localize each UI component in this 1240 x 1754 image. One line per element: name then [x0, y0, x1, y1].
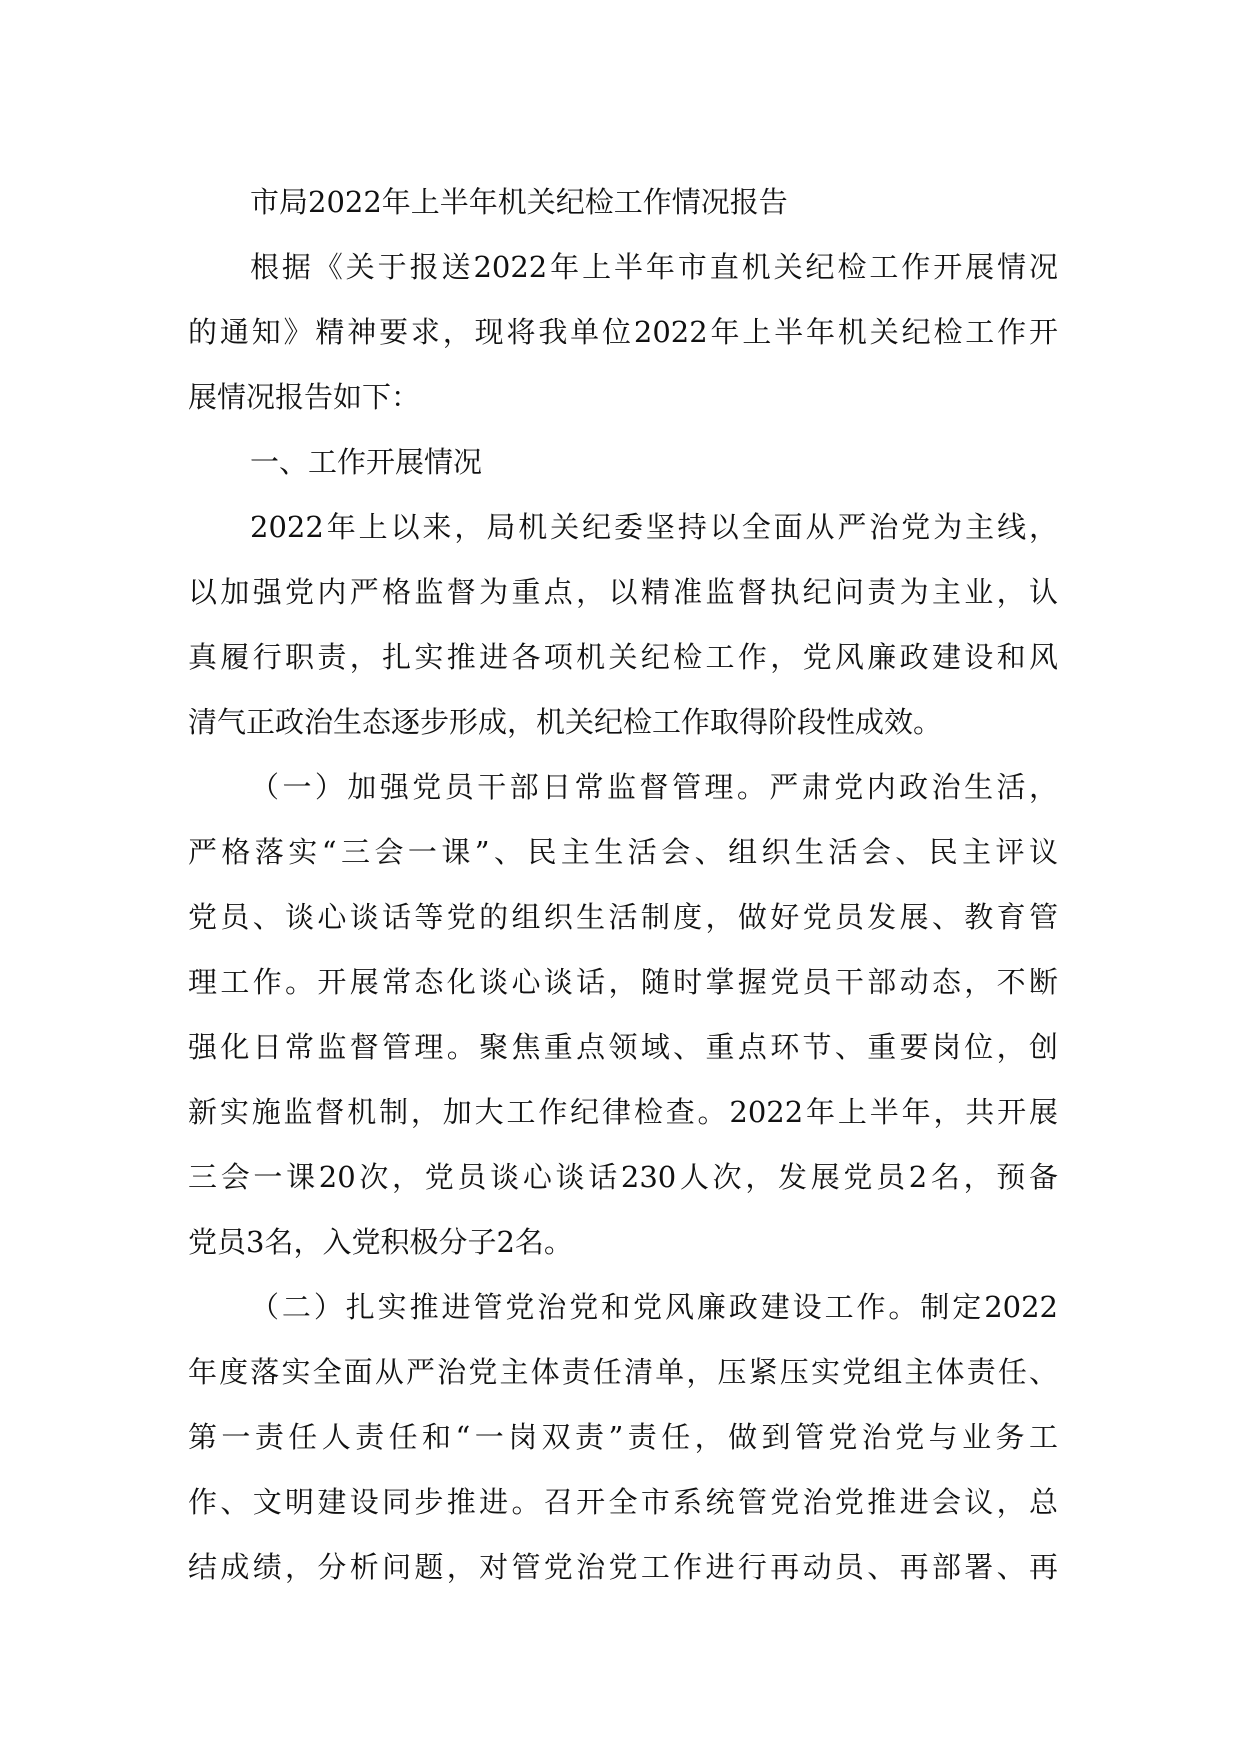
text-line: 结成绩，分析问题，对管党治党工作进行再动员、再部署、再 [188, 1550, 1058, 1584]
text-line: 党员3名，入党积极分子2名。 [188, 1225, 573, 1259]
section-heading [188, 430, 1058, 495]
paragraph-item-1 [188, 755, 1058, 1275]
document-body [188, 170, 1058, 1600]
text-line: 理工作。开展常态化谈心谈话，随时掌握党员干部动态，不断 [188, 965, 1058, 999]
document-title: 市局2022年上半年机关纪检工作情况报告 [250, 185, 788, 219]
text-line: 三会一课20次，党员谈心谈话230人次，发展党员2名，预备 [188, 1160, 1058, 1194]
text-line: （二）扎实推进管党治党和党风廉政建设工作。制定2022 [250, 1290, 1058, 1324]
text-line: 新实施监督机制，加大工作纪律检查。2022年上半年，共开展 [188, 1095, 1058, 1129]
text-line: 清气正政治生态逐步形成，机关纪检工作取得阶段性成效。 [188, 705, 943, 739]
text-line: 党员、谈心谈话等党的组织生活制度，做好党员发展、教育管 [188, 900, 1058, 934]
text-line: 的通知》精神要求，现将我单位2022年上半年机关纪检工作开 [188, 315, 1058, 349]
text-line: 以加强党内严格监督为重点，以精准监督执纪问责为主业，认 [188, 575, 1058, 609]
text-line: 根据《关于报送2022年上半年市直机关纪检工作开展情况 [250, 250, 1058, 284]
text-line: 真履行职责，扎实推进各项机关纪检工作，党风廉政建设和风 [188, 640, 1058, 674]
paragraph-overview [188, 495, 1058, 755]
text-line: 展情况报告如下： [188, 380, 421, 414]
text-line: 严格落实“三会一课”、民主生活会、组织生活会、民主评议 [188, 835, 1058, 869]
text-line: 作、文明建设同步推进。召开全市系统管党治党推进会议，总 [188, 1485, 1058, 1519]
text-line: 年度落实全面从严治党主体责任清单，压紧压实党组主体责任、 [188, 1355, 1058, 1389]
paragraph-item-2 [188, 1275, 1058, 1600]
text-line: （一）加强党员干部日常监督管理。严肃党内政治生活， [250, 770, 1058, 804]
text-line: 2022年上以来，局机关纪委坚持以全面从严治党为主线， [250, 510, 1058, 544]
paragraph-intro [188, 235, 1058, 430]
text-line: 强化日常监督管理。聚焦重点领域、重点环节、重要岗位，创 [188, 1030, 1058, 1064]
text-line: 第一责任人责任和“一岗双责”责任，做到管党治党与业务工 [188, 1420, 1058, 1454]
heading-line: 一、工作开展情况 [250, 445, 483, 479]
